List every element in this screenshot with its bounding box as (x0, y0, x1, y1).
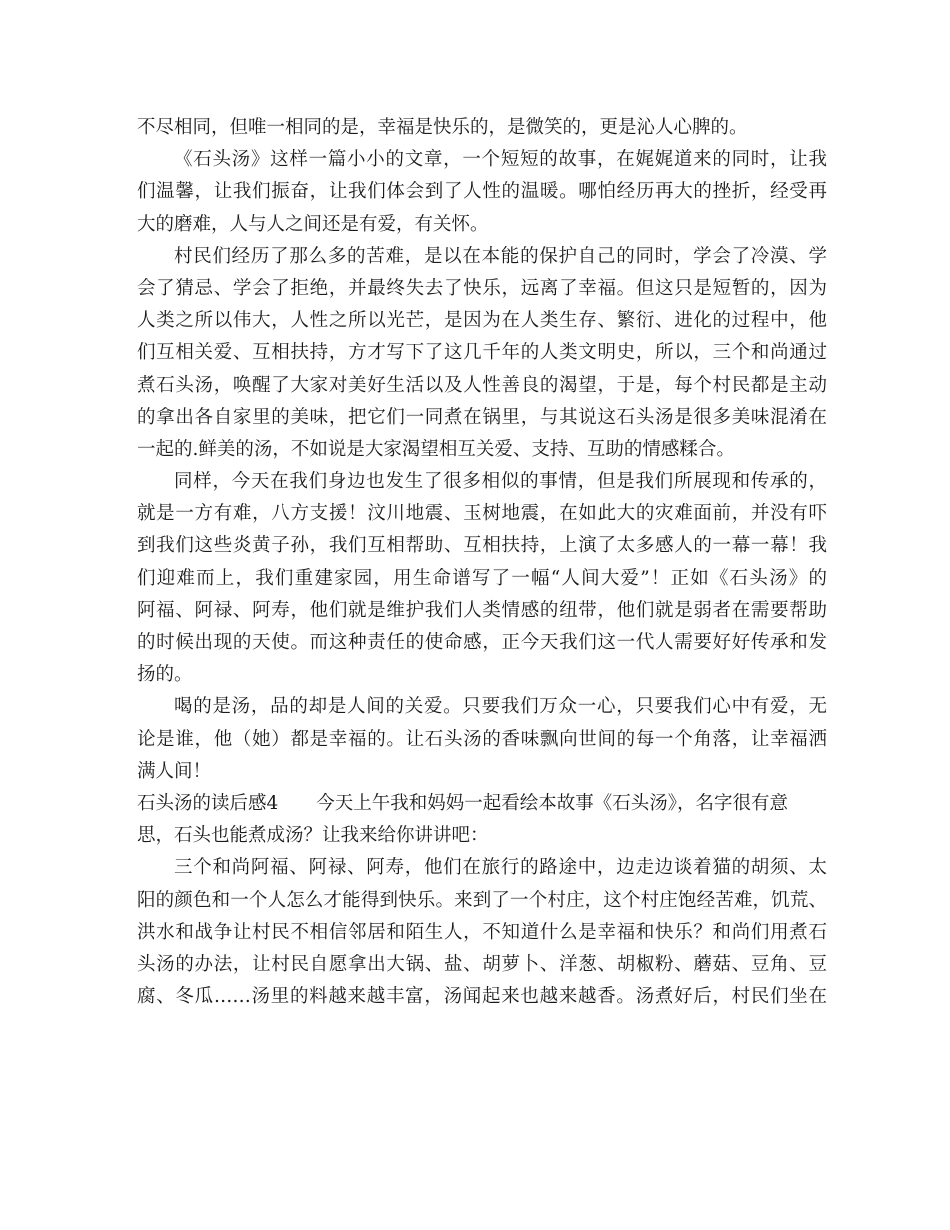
text-line: 人类之所以伟大，人性之所以光芒，是因为在人类生存、繁衍、进化的过程中，他 (137, 310, 827, 332)
text-line: 阿福、阿禄、阿寿，他们就是维护我们人类情感的纽带，他们就是弱者在需要帮助 (137, 599, 827, 621)
text-line: 村民们经历了那么多的苦难，是以在本能的保护自己的同时，学会了冷漠、学 (174, 245, 827, 267)
text-block-after (137, 820, 827, 1013)
text-line: 们互相关爱、互相扶持，方才写下了这几千年的人类文明史，所以，三个和尚通过 (137, 342, 827, 364)
text-line: 到我们这些炎黄子孙，我们互相帮助、互相扶持，上演了太多感人的一幕一幕！我 (137, 535, 827, 557)
document-page (137, 112, 827, 1013)
text-line: 头汤的办法，让村民自愿拿出大锅、盐、胡萝卜、洋葱、胡椒粉、蘑菇、豆角、豆 (137, 953, 827, 975)
text-line: 们温馨，让我们振奋，让我们体会到了人性的温暖。哪怕经历再大的挫折，经受再 (137, 181, 827, 203)
text-block-before (137, 112, 827, 788)
text-line: 论是谁，他（她）都是幸福的。让石头汤的香味飘向世间的每一个角落，让幸福洒 (137, 728, 827, 750)
text-line: 就是一方有难，八方支援！汶川地震、玉树地震，在如此大的灾难面前，并没有吓 (137, 503, 827, 525)
text-line: 同样，今天在我们身边也发生了很多相似的事情，但是我们所展现和传承的， (174, 471, 827, 493)
text-line: 扬的。 (137, 664, 193, 686)
text-line: 的拿出各自家里的美味，把它们一同煮在锅里，与其说这石头汤是很多美味混淆在 (137, 406, 827, 428)
text-line: 煮石头汤，唤醒了大家对美好生活以及人性善良的渴望，于是，每个村民都是主动 (137, 374, 827, 396)
text-line: 一起的.鲜美的汤，不如说是大家渴望相互关爱、支持、互助的情感糅合。 (137, 438, 735, 460)
text-line: 满人间！ (137, 760, 212, 782)
text-line: 阳的颜色和一个人怎么才能得到快乐。来到了一个村庄，这个村庄饱经苦难，饥荒、 (137, 889, 827, 911)
text-line: 思，石头也能煮成汤？让我来给你讲讲吧： (137, 825, 489, 847)
text-line: 《石头汤》这样一篇小小的文章，一个短短的故事，在娓娓道来的同时，让我 (174, 149, 827, 171)
section-heading-text: 今天上午我和妈妈一起看绘本故事《石头汤》，名字很有意 (316, 792, 789, 814)
text-line: 洪水和战争让村民不相信邻居和陌生人，不知道什么是幸福和快乐？和尚们用煮石 (137, 921, 827, 943)
text-line: 大的磨难，人与人之间还是有爱，有关怀。 (137, 213, 489, 235)
text-line: 的时候出现的天使。而这种责任的使命感，正今天我们这一代人需要好好传承和发 (137, 632, 827, 653)
section-heading-line (137, 788, 827, 820)
text-line: 三个和尚阿福、阿禄、阿寿，他们在旅行的路途中，边走边谈着猫的胡须、太 (174, 857, 827, 879)
section-heading-title: 石头汤的读后感4 (137, 792, 279, 814)
text-line: 不尽相同，但唯一相同的是，幸福是快乐的，是微笑的，更是沁人心脾的。 (137, 117, 748, 138)
text-line: 腐、冬瓜……汤里的料越来越丰富，汤闻起来也越来越香。汤煮好后，村民们坐在 (137, 986, 827, 1008)
text-line: 喝的是汤，品的却是人间的关爱。只要我们万众一心，只要我们心中有爱，无 (174, 696, 827, 718)
text-line: 们迎难而上，我们重建家园，用生命谱写了一幅“人间大爱”！正如《石头汤》的 (137, 567, 827, 589)
text-line: 会了猜忌、学会了拒绝，并最终失去了快乐，远离了幸福。但这只是短暂的，因为 (137, 277, 827, 299)
